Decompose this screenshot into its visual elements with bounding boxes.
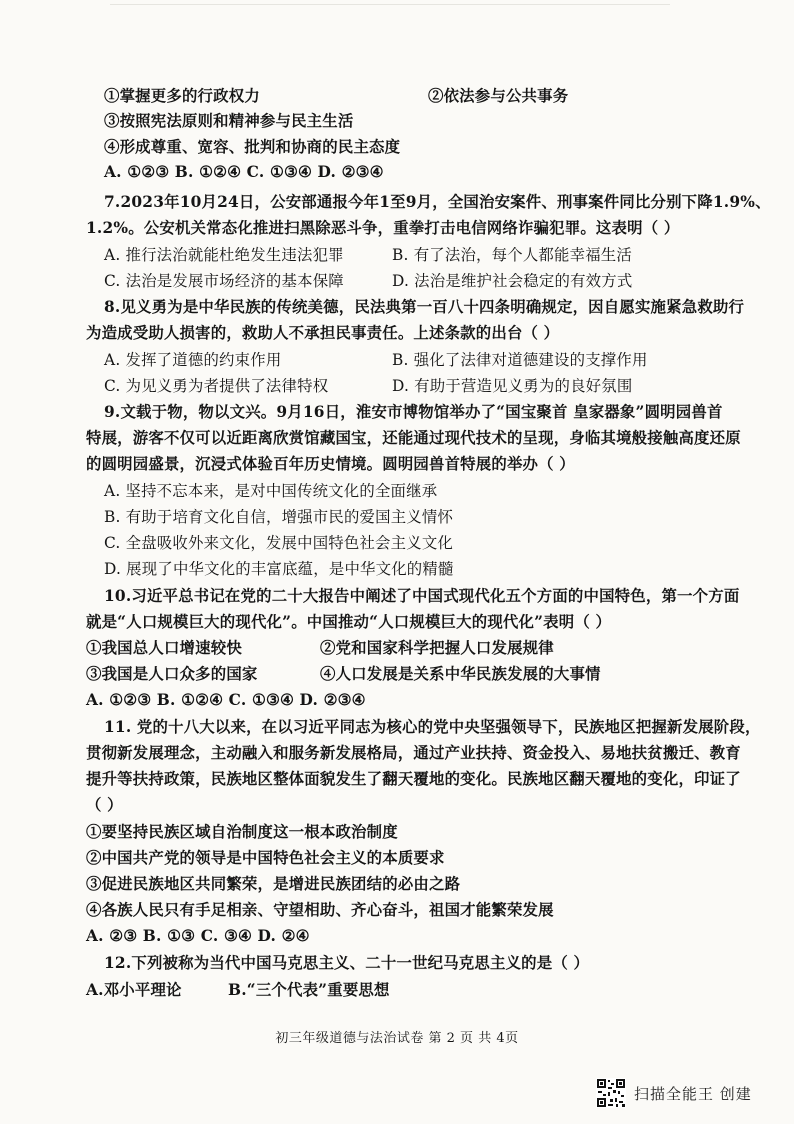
q10-stem-line-2: 就是“人口规模巨大的现代化”。中国推动“人口规模巨大的现代化”表明（ ） [86, 613, 612, 631]
watermark-text: 扫描全能王 创建 [634, 1084, 752, 1103]
q6-choices: A. ①②③ B. ①②④ C. ①③④ D. ②③④ [104, 163, 384, 181]
q10-option-4: ④人口发展是关系中华民族发展的大事情 [320, 665, 601, 683]
q10-option-3: ③我国是人口众多的国家 [86, 665, 258, 683]
q9-option-c: C. 全盘吸收外来文化，发展中国特色社会主义文化 [104, 534, 454, 552]
top-rule [110, 4, 670, 9]
q9-option-a: A. 坚持不忘本来，是对中国传统文化的全面继承 [104, 482, 438, 500]
q7-option-a: A. 推行法治就能杜绝发生违法犯罪 [104, 246, 344, 264]
q8-option-c: C. 为见义勇为者提供了法律特权 [104, 377, 329, 395]
q11-stem-line-1: 11. 党的十八大以来，在以习近平同志为核心的党中央坚强领导下，民族地区把握新发展阶段， [104, 718, 761, 736]
q10-option-1: ①我国总人口增速较快 [86, 639, 242, 657]
q9-stem-line-1: 9.文载于物，物以文兴。9月16日，淮安市博物馆举办了“国宝聚首 皇家器象”圆明园兽首 [104, 403, 723, 421]
q9-option-d: D. 展现了中华文化的丰富底蕴，是中华文化的精髓 [104, 560, 454, 578]
q7-option-b: B. 有了法治，每个人都能幸福生活 [392, 246, 632, 264]
q11-option-2: ②中国共产党的领导是中国特色社会主义的本质要求 [86, 849, 445, 867]
q12-option-b: B.“三个代表”重要思想 [228, 981, 390, 999]
qr-code-icon [596, 1078, 626, 1108]
q10-choices: A. ①②③ B. ①②④ C. ①③④ D. ②③④ [86, 691, 366, 709]
q11-stem-line-2: 贯彻新发展理念，主动融入和服务新发展格局，通过产业扶持、资金投入、易地扶贫搬迁、教育 [86, 744, 741, 762]
q9-stem-line-2: 特展，游客不仅可以近距离欣赏馆藏国宝，还能通过现代技术的呈现，身临其境般接触高度还原 [86, 429, 741, 447]
q7-stem-line-1: 7.2023年10月24日，公安部通报今年1至9月，全国治安案件、刑事案件同比分别下降1.9%、 [104, 193, 771, 211]
q11-option-1: ①要坚持民族区域自治制度这一根本政治制度 [86, 823, 398, 841]
q11-stem-line-4: （ ） [86, 796, 123, 814]
q10-option-2: ②党和国家科学把握人口发展规律 [320, 639, 554, 657]
scanner-watermark [596, 1073, 786, 1113]
q9-option-b: B. 有助于培育文化自信，增强市民的爱国主义情怀 [104, 508, 454, 526]
q8-stem-line-2: 为造成受助人损害的，救助人不承担民事责任。上述条款的出台（ ） [86, 324, 560, 342]
q8-option-a: A. 发挥了道德的约束作用 [104, 351, 282, 369]
q6-option-1: ①掌握更多的行政权力 [104, 87, 260, 105]
q9-stem-line-3: 的圆明园盛景，沉浸式体验百年历史情境。圆明园兽首特展的举办（ ） [86, 455, 575, 473]
q8-option-d: D. 有助于营造见义勇为的良好氛围 [392, 377, 633, 395]
q11-stem-line-3: 提升等扶持政策，民族地区整体面貌发生了翻天覆地的变化。民族地区翻天覆地的变化，印证了 [86, 770, 741, 788]
q6-option-3: ③按照宪法原则和精神参与民主生活 [104, 112, 354, 130]
q7-option-c: C. 法治是发展市场经济的基本保障 [104, 272, 344, 290]
page-footer: 初三年级道德与法治试卷 第 2 页 共 4页 [275, 1031, 519, 1046]
q8-stem-line-1: 8.见义勇为是中华民族的传统美德，民法典第一百八十四条明确规定，因自愿实施紧急救助行 [104, 298, 745, 316]
q6-option-2: ②依法参与公共事务 [428, 87, 569, 105]
q10-stem-line-1: 10.习近平总书记在党的二十大报告中阐述了中国式现代化五个方面的中国特色，第一个方面 [104, 587, 740, 605]
q11-option-3: ③促进民族地区共同繁荣，是增进民族团结的必由之路 [86, 875, 461, 893]
q12-stem: 12.下列被称为当代中国马克思主义、二十一世纪马克思主义的是（ ） [104, 954, 590, 972]
q8-option-b: B. 强化了法律对道德建设的支撑作用 [392, 351, 648, 369]
q7-stem-line-2: 1.2%。公安机关常态化推进扫黑除恶斗争，重拳打击电信网络诈骗犯罪。这表明（ ） [86, 219, 680, 237]
q11-choices: A. ②③ B. ①③ C. ③④ D. ②④ [86, 927, 310, 945]
q6-option-4: ④形成尊重、宽容、批判和协商的民主态度 [104, 138, 401, 156]
q12-option-a: A.邓小平理论 [86, 981, 182, 999]
q11-option-4: ④各族人民只有手足相亲、守望相助、齐心奋斗，祖国才能繁荣发展 [86, 901, 554, 919]
q7-option-d: D. 法治是维护社会稳定的有效方式 [392, 272, 633, 290]
